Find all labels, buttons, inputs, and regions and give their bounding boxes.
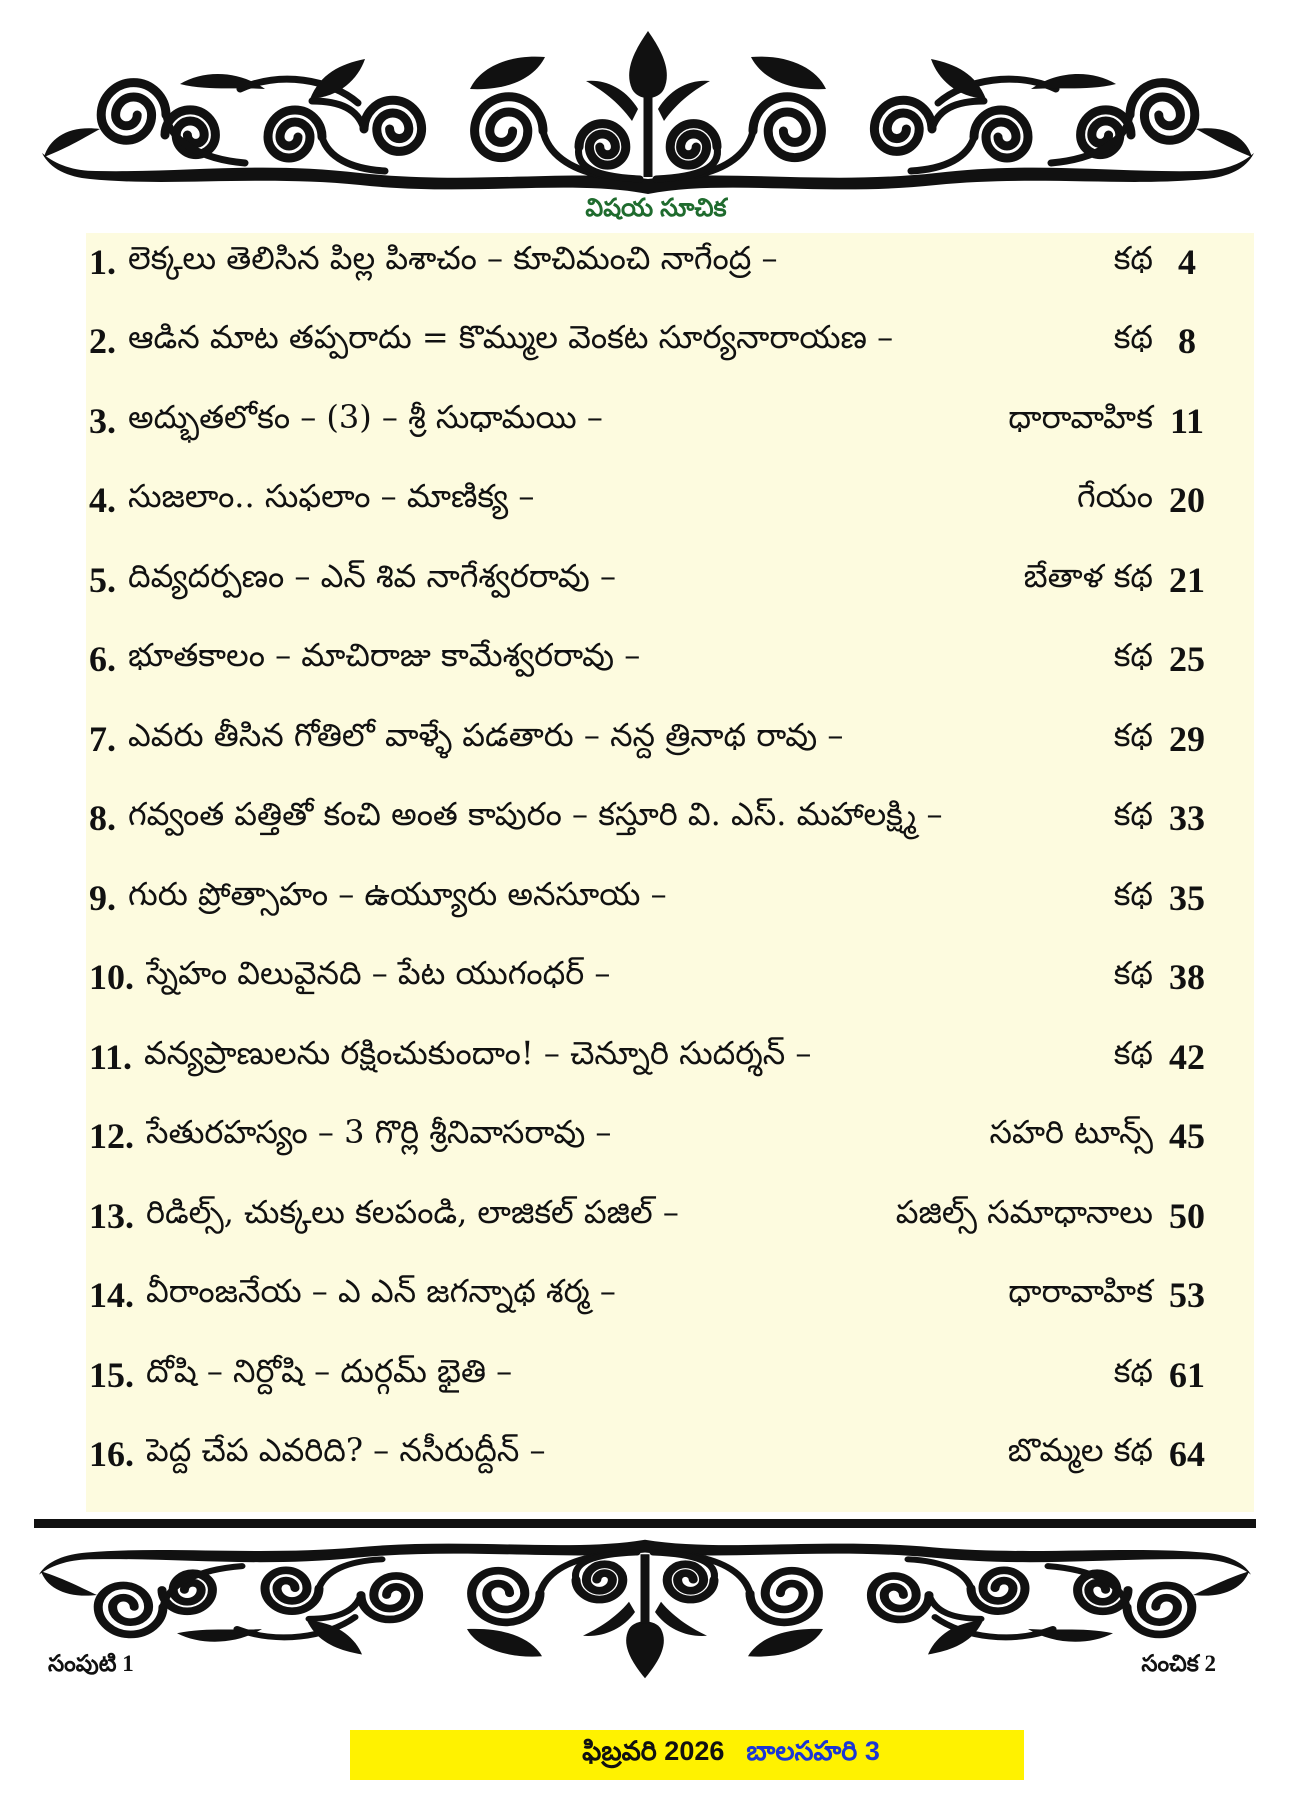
entry-category: కథ: [1113, 1033, 1153, 1072]
entry-page-number: 45: [1169, 1116, 1205, 1157]
entry-category: కథ: [1113, 874, 1153, 913]
ornament-rule: [34, 1519, 1256, 1528]
entry-page-number: 50: [1169, 1195, 1205, 1236]
table-of-contents: [86, 222, 1254, 1494]
ornament-scrollwork: [42, 31, 1254, 194]
toc-entry: [89, 1017, 1213, 1097]
entry-number: 10.: [89, 957, 134, 998]
ornament-spiral: [101, 83, 166, 141]
entry-title-author: లెక్కలు తెలిసిన పిల్ల పిశాచం – కూచిమంచి నాగేంద్ర –: [128, 238, 778, 277]
toc-entry: [89, 302, 1213, 382]
entry-number: 15.: [89, 1354, 134, 1395]
entry-number: 9.: [89, 877, 116, 918]
entry-number: 2.: [89, 321, 116, 362]
magazine-name: బాలసహరి 3: [746, 1736, 880, 1766]
top-ornament: [40, 29, 1256, 200]
entry-title-author: వన్యప్రాణులను రక్షించుకుందాం! – చెన్నూరి సుదర్శన్ –: [144, 1033, 812, 1072]
toc-entry: [89, 540, 1213, 620]
toc-entry: [89, 1415, 1213, 1495]
entry-number: 12.: [89, 1116, 134, 1157]
bottom-ornament: [34, 1516, 1256, 1680]
toc-entry: [89, 858, 1213, 938]
toc-entry: [89, 381, 1213, 461]
toc-entry: [89, 1256, 1213, 1336]
ornament-spiral: [579, 124, 626, 166]
entry-number: 5.: [89, 559, 116, 600]
issue-label: సంచిక 2: [1141, 1651, 1216, 1676]
entry-category: పజిల్స్ సమాధానాలు: [895, 1192, 1153, 1231]
entry-title-author: ఎవరు తీసిన గోతిలో వాళ్ళే పడతారు – నన్ద త్రినాథ రావు –: [128, 715, 844, 754]
entry-page-number: 8: [1178, 321, 1196, 362]
entry-title-author: పెద్ద చేప ఎవరిది? – నసీరుద్దీన్ –: [146, 1431, 546, 1470]
ornament-stems: [166, 79, 640, 179]
entry-number: 3.: [89, 400, 116, 441]
footer-banner: [350, 1730, 1024, 1780]
entry-category: కథ: [1113, 238, 1153, 277]
entry-page-number: 38: [1169, 957, 1205, 998]
entry-page-number: 35: [1169, 877, 1205, 918]
ornament-spiral: [475, 97, 543, 158]
entry-page-number: 64: [1169, 1434, 1205, 1475]
entry-title-author: గవ్వంత పత్తితో కంచి అంత కాపురం – కస్తూరి వి. ఎస్. మహాలక్ష్మి –: [128, 795, 943, 834]
entry-category: కథ: [1113, 318, 1153, 357]
ornament-spiral: [268, 110, 322, 158]
entry-number: 8.: [89, 798, 116, 839]
entry-title-author: భూతకాలం – మాచిరాజు కామేశ్వరరావు –: [128, 636, 641, 675]
entry-category: ధారావాహిక: [1008, 397, 1153, 436]
entry-number: 6.: [89, 639, 116, 680]
entry-page-number: 20: [1169, 480, 1205, 521]
entry-page-number: 42: [1169, 1036, 1205, 1077]
volume-label: సంపుటి 1: [48, 1651, 134, 1676]
toc-entry: [89, 222, 1213, 302]
entry-page-number: 11: [1169, 400, 1204, 441]
ornament-leaf: [44, 128, 100, 157]
entry-title-author: ఆడిన మాట తప్పరాదు = కొమ్ముల వెంకట సూర్యనారాయణ –: [128, 318, 894, 357]
entry-page-number: 61: [1169, 1354, 1205, 1395]
toc-entry: [89, 1176, 1213, 1256]
entry-category: సహరి టూన్స్: [989, 1113, 1153, 1152]
entry-page-number: 53: [1169, 1275, 1205, 1316]
entry-title-author: సుజలాం.. సుఫలాం – మాణిక్య –: [128, 477, 535, 516]
toc-entry: [89, 620, 1213, 700]
entry-category: కథ: [1113, 954, 1153, 993]
entry-category: కథ: [1113, 795, 1153, 834]
entry-number: 4.: [89, 480, 116, 521]
entry-category: గేయం: [1076, 477, 1153, 516]
entry-category: బొమ్మల కథ: [1007, 1431, 1153, 1470]
entry-page-number: 33: [1169, 798, 1205, 839]
entry-title-author: దోషి – నిర్దోషి – దుర్గమ్ భైతి –: [146, 1351, 513, 1390]
entry-number: 1.: [89, 241, 116, 282]
page-title: విషయ సూచిక: [585, 194, 727, 222]
entry-title-author: అద్భుతలోకం – (3) – శ్రీ సుధామయి –: [128, 397, 603, 436]
entry-category: ధారావాహిక: [1008, 1272, 1153, 1311]
entry-number: 14.: [89, 1275, 134, 1316]
entry-page-number: 25: [1169, 639, 1205, 680]
ornament-spiral: [364, 100, 422, 151]
toc-entry: [89, 699, 1213, 779]
entry-title-author: దివ్యదర్పణం – ఎన్ శివ నాగేశ్వరరావు –: [128, 556, 616, 595]
entry-category: కథ: [1113, 715, 1153, 754]
entry-number: 13.: [89, 1195, 134, 1236]
toc-entry: [89, 1335, 1213, 1415]
entry-title-author: రిడిల్స్, చుక్కలు కలపండి, లాజికల్ పజిల్ –: [146, 1192, 679, 1231]
entry-title-author: సేతురహస్యం – 3 గొర్లి శ్రీనివాసరావు –: [146, 1113, 612, 1152]
entry-category: బేతాళ కథ: [1023, 556, 1153, 595]
entry-number: 16.: [89, 1434, 134, 1475]
ornament-fleur: [629, 31, 667, 98]
entry-page-number: 21: [1169, 559, 1205, 600]
toc-entry: [89, 779, 1213, 859]
entry-category: కథ: [1113, 636, 1153, 675]
toc-entry: [89, 461, 1213, 541]
entry-page-number: 4: [1178, 241, 1196, 282]
entry-title-author: గురు ప్రోత్సాహం – ఉయ్యూరు అనసూయ –: [128, 874, 667, 913]
entry-title-author: స్నేహం విలువైనది – పేట యుగంధర్ –: [146, 954, 611, 993]
issue-month: ఫిబ్రవరి 2026: [582, 1736, 725, 1766]
entry-page-number: 29: [1169, 718, 1205, 759]
toc-entry: [89, 938, 1213, 1018]
entry-number: 11.: [89, 1036, 133, 1077]
entry-category: కథ: [1113, 1351, 1153, 1390]
entry-title-author: వీరాంజనేయ – ఎ ఎన్ జగన్నాథ శర్మ –: [146, 1272, 616, 1311]
entry-number: 7.: [89, 718, 116, 759]
toc-entry: [89, 1097, 1213, 1177]
